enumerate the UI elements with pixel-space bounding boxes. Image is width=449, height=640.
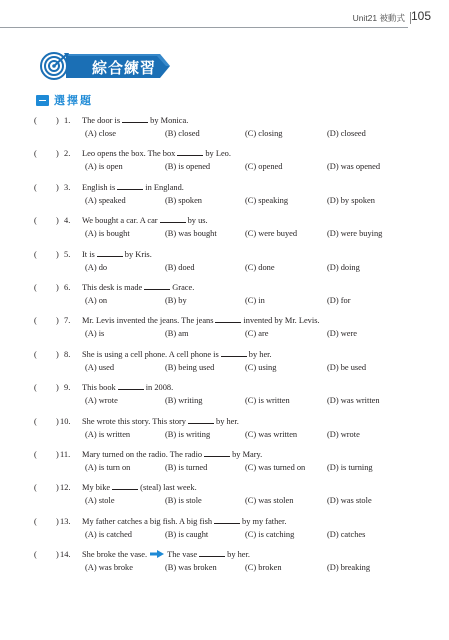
answer-blank bbox=[117, 182, 143, 190]
answer-paren-close: ) bbox=[56, 349, 59, 359]
question-stem bbox=[82, 449, 262, 460]
question-item bbox=[34, 148, 434, 181]
question-item bbox=[34, 249, 434, 282]
stem-text: This book bbox=[82, 383, 116, 393]
stem-text: We bought a car. A car bbox=[82, 216, 158, 226]
option-a[interactable]: (A) is turn on bbox=[85, 462, 131, 472]
question-stem bbox=[82, 215, 208, 226]
target-icon bbox=[40, 52, 70, 80]
answer-box[interactable] bbox=[40, 482, 54, 493]
options-row bbox=[85, 128, 435, 139]
options-row bbox=[85, 262, 435, 273]
option-b[interactable]: (B) is writing bbox=[165, 429, 211, 439]
question-stem bbox=[82, 349, 272, 360]
option-a[interactable]: (A) is open bbox=[85, 162, 123, 172]
stem-text: My father catches a big fish. A big fish bbox=[82, 516, 213, 526]
question-item bbox=[34, 215, 434, 248]
option-c[interactable]: (C) is written bbox=[245, 396, 290, 406]
question-stem bbox=[82, 115, 188, 126]
answer-paren-open: ( bbox=[34, 216, 37, 226]
question-number: 3. bbox=[64, 182, 71, 192]
stem-text: in 2008. bbox=[145, 383, 174, 393]
question-item bbox=[34, 382, 434, 415]
answer-blank bbox=[144, 282, 170, 290]
option-a[interactable]: (A) was broke bbox=[85, 563, 133, 573]
option-a[interactable]: (A) do bbox=[85, 262, 108, 272]
option-d[interactable]: (D) doing bbox=[327, 262, 360, 272]
question-stem bbox=[82, 148, 231, 159]
question-item bbox=[34, 315, 434, 348]
option-c[interactable]: (C) is catching bbox=[245, 529, 295, 539]
answer-box[interactable] bbox=[40, 148, 54, 159]
option-c[interactable]: (C) were buyed bbox=[245, 229, 298, 239]
answer-paren-open: ( bbox=[34, 516, 37, 526]
answer-paren-close: ) bbox=[56, 449, 59, 459]
stem-text: by Monica. bbox=[150, 116, 189, 125]
option-d[interactable]: (D) by spoken bbox=[327, 195, 375, 205]
question-stem bbox=[82, 549, 250, 560]
question-stem bbox=[82, 282, 194, 293]
option-b[interactable]: (B) is caught bbox=[165, 529, 209, 539]
options-row bbox=[85, 529, 435, 540]
answer-box[interactable] bbox=[40, 215, 54, 226]
option-b[interactable]: (B) is stole bbox=[165, 496, 202, 506]
question-item bbox=[34, 115, 434, 148]
answer-paren-close: ) bbox=[56, 550, 59, 560]
option-d[interactable]: (D) was opened bbox=[327, 162, 381, 172]
answer-paren-close: ) bbox=[56, 182, 59, 192]
option-d[interactable]: (D) be used bbox=[327, 362, 367, 372]
answer-blank bbox=[177, 148, 203, 156]
option-a[interactable]: (A) is catched bbox=[85, 529, 132, 539]
answer-paren-open: ( bbox=[34, 116, 37, 125]
options-row bbox=[85, 495, 435, 506]
answer-blank bbox=[221, 349, 247, 357]
option-a[interactable]: (A) is written bbox=[85, 429, 131, 439]
stem-text: by Kris. bbox=[124, 249, 152, 259]
option-d[interactable]: (D) for bbox=[327, 295, 351, 305]
question-item bbox=[34, 282, 434, 315]
answer-blank bbox=[112, 482, 138, 490]
answer-blank bbox=[188, 416, 214, 424]
stem-text: The door is bbox=[82, 116, 121, 125]
stem-text: by her. bbox=[227, 550, 250, 560]
answer-blank bbox=[160, 215, 186, 223]
option-c[interactable]: (C) using bbox=[245, 362, 277, 372]
section-title: 選擇題 bbox=[54, 94, 93, 107]
answer-paren-close: ) bbox=[56, 149, 59, 159]
options-row bbox=[85, 562, 435, 573]
option-a[interactable]: (A) is bbox=[85, 329, 105, 339]
option-b[interactable]: (B) spoken bbox=[165, 195, 202, 205]
stem-text: The vase bbox=[167, 550, 198, 560]
option-c[interactable]: (C) was written bbox=[245, 429, 298, 439]
options-row bbox=[85, 395, 435, 406]
option-b[interactable]: (B) was broken bbox=[165, 563, 217, 573]
question-item bbox=[34, 549, 434, 582]
answer-box[interactable] bbox=[40, 449, 54, 460]
section-heading bbox=[36, 93, 93, 107]
option-b[interactable]: (B) doed bbox=[165, 262, 195, 272]
running-head: Unit21 被動式 bbox=[352, 13, 405, 23]
answer-box[interactable] bbox=[40, 115, 54, 126]
section-marker-icon bbox=[36, 95, 49, 106]
stem-text: Mary turned on the radio. The radio bbox=[82, 449, 203, 459]
option-d[interactable]: (D) was stole bbox=[327, 496, 372, 506]
option-a[interactable]: (A) wrote bbox=[85, 396, 118, 406]
stem-text: Mr. Levis invented the jeans. The jeans bbox=[82, 316, 214, 326]
question-list bbox=[34, 115, 434, 582]
question-number: 8. bbox=[64, 349, 71, 359]
stem-text: She broke the vase. bbox=[82, 550, 148, 560]
answer-paren-open: ( bbox=[34, 483, 37, 493]
answer-box[interactable] bbox=[40, 349, 54, 360]
question-number: 4. bbox=[64, 216, 71, 226]
answer-paren-open: ( bbox=[34, 449, 37, 459]
page-header bbox=[0, 0, 449, 30]
answer-blank bbox=[97, 249, 123, 257]
answer-paren-open: ( bbox=[34, 316, 37, 326]
option-d[interactable]: (D) is turning bbox=[327, 462, 373, 472]
arrow-right-icon bbox=[150, 550, 164, 558]
stem-text: This desk is made bbox=[82, 282, 143, 292]
answer-paren-open: ( bbox=[34, 149, 37, 159]
stem-text: by us. bbox=[187, 216, 208, 226]
answer-box[interactable] bbox=[40, 282, 54, 293]
options-row bbox=[85, 462, 435, 473]
option-d[interactable]: (D) wrote bbox=[327, 429, 360, 439]
question-item bbox=[34, 182, 434, 215]
answer-box[interactable] bbox=[40, 549, 54, 560]
options-row bbox=[85, 228, 435, 239]
option-c[interactable]: (C) done bbox=[245, 262, 275, 272]
question-number: 14. bbox=[60, 550, 71, 560]
answer-box[interactable] bbox=[40, 315, 54, 326]
question-number: 5. bbox=[64, 249, 71, 259]
option-a[interactable]: (A) on bbox=[85, 295, 108, 305]
stem-text: by my father. bbox=[242, 516, 287, 526]
answer-box[interactable] bbox=[40, 516, 54, 527]
question-number: 1. bbox=[64, 116, 71, 125]
option-c[interactable]: (C) broken bbox=[245, 563, 282, 573]
option-c[interactable]: (C) speaking bbox=[245, 195, 289, 205]
answer-blank bbox=[122, 115, 148, 123]
question-item bbox=[34, 482, 434, 515]
question-stem bbox=[82, 249, 152, 260]
question-item bbox=[34, 416, 434, 449]
option-b[interactable]: (B) is opened bbox=[165, 162, 211, 172]
question-item bbox=[34, 349, 434, 382]
option-d[interactable]: (D) closeed bbox=[327, 129, 366, 138]
answer-paren-open: ( bbox=[34, 349, 37, 359]
stem-text: Leo opens the box. The box bbox=[82, 149, 176, 159]
stem-text: Grace. bbox=[172, 282, 195, 292]
option-b[interactable]: (B) am bbox=[165, 329, 189, 339]
answer-paren-close: ) bbox=[56, 316, 59, 326]
option-b[interactable]: (B) was bought bbox=[165, 229, 217, 239]
option-b[interactable]: (B) being used bbox=[165, 362, 215, 372]
answer-paren-close: ) bbox=[56, 216, 59, 226]
question-stem bbox=[82, 182, 184, 193]
answer-paren-open: ( bbox=[34, 416, 37, 426]
option-d[interactable]: (D) were buying bbox=[327, 229, 383, 239]
question-number: 7. bbox=[64, 316, 71, 326]
question-stem bbox=[82, 315, 320, 326]
question-stem bbox=[82, 416, 239, 427]
question-number: 2. bbox=[64, 149, 71, 159]
stem-text: in England. bbox=[145, 182, 184, 192]
stem-text: English is bbox=[82, 182, 116, 192]
page-number: 105 bbox=[410, 9, 431, 23]
stem-text: She wrote this story. This story bbox=[82, 416, 186, 426]
option-d[interactable]: (D) catches bbox=[327, 529, 366, 539]
stem-text: (steal) last week. bbox=[140, 483, 197, 493]
stem-text: She is using a cell phone. A cell phone is bbox=[82, 349, 219, 359]
options-row bbox=[85, 328, 435, 339]
option-c[interactable]: (C) are bbox=[245, 329, 269, 339]
stem-text: My bike bbox=[82, 483, 111, 493]
option-c[interactable]: (C) opened bbox=[245, 162, 283, 172]
banner-title: 綜合練習 bbox=[92, 59, 157, 77]
answer-paren-close: ) bbox=[56, 383, 59, 393]
answer-box[interactable] bbox=[40, 249, 54, 260]
stem-text: invented by Mr. Levis. bbox=[243, 316, 320, 326]
option-c[interactable]: (C) was turned on bbox=[245, 462, 306, 472]
option-d[interactable]: (D) was written bbox=[327, 396, 380, 406]
option-c[interactable]: (C) in bbox=[245, 295, 265, 305]
answer-paren-open: ( bbox=[34, 182, 37, 192]
answer-paren-close: ) bbox=[56, 249, 59, 259]
question-number: 12. bbox=[60, 483, 71, 493]
stem-text: It is bbox=[82, 249, 95, 259]
section-banner bbox=[40, 52, 170, 80]
stem-text: by Mary. bbox=[232, 449, 263, 459]
answer-paren-open: ( bbox=[34, 282, 37, 292]
option-b[interactable]: (B) by bbox=[165, 295, 187, 305]
option-a[interactable]: (A) is bought bbox=[85, 229, 130, 239]
option-c[interactable]: (C) was stolen bbox=[245, 496, 294, 506]
answer-blank bbox=[214, 516, 240, 524]
option-b[interactable]: (B) writing bbox=[165, 396, 203, 406]
option-d[interactable]: (D) were bbox=[327, 329, 357, 339]
question-number: 11. bbox=[60, 449, 71, 459]
answer-paren-open: ( bbox=[34, 249, 37, 259]
question-stem bbox=[82, 482, 197, 493]
answer-paren-close: ) bbox=[56, 416, 59, 426]
question-stem bbox=[82, 516, 286, 527]
answer-box[interactable] bbox=[40, 416, 54, 427]
answer-blank bbox=[215, 315, 241, 323]
options-row bbox=[85, 295, 435, 306]
question-item bbox=[34, 516, 434, 549]
answer-blank bbox=[199, 549, 225, 557]
options-row bbox=[85, 362, 435, 373]
option-c[interactable]: (C) closing bbox=[245, 129, 283, 138]
options-row bbox=[85, 161, 435, 172]
answer-paren-open: ( bbox=[34, 383, 37, 393]
option-a[interactable]: (A) used bbox=[85, 362, 115, 372]
option-a[interactable]: (A) speaked bbox=[85, 195, 126, 205]
option-b[interactable]: (B) closed bbox=[165, 129, 200, 138]
question-stem bbox=[82, 382, 173, 393]
option-a[interactable]: (A) close bbox=[85, 129, 116, 138]
answer-paren-close: ) bbox=[56, 483, 59, 493]
stem-text: by her. bbox=[248, 349, 272, 359]
option-a[interactable]: (A) stole bbox=[85, 496, 115, 506]
question-number: 9. bbox=[64, 383, 71, 393]
answer-paren-close: ) bbox=[56, 116, 59, 125]
stem-text: by her. bbox=[216, 416, 239, 426]
header-rule bbox=[0, 27, 408, 28]
answer-box[interactable] bbox=[40, 382, 54, 393]
answer-box[interactable] bbox=[40, 182, 54, 193]
question-number: 6. bbox=[64, 282, 71, 292]
options-row bbox=[85, 195, 435, 206]
option-d[interactable]: (D) breaking bbox=[327, 563, 371, 573]
question-number: 13. bbox=[60, 516, 71, 526]
answer-blank bbox=[204, 449, 230, 457]
answer-paren-close: ) bbox=[56, 516, 59, 526]
options-row bbox=[85, 429, 435, 440]
answer-paren-close: ) bbox=[56, 282, 59, 292]
option-b[interactable]: (B) is turned bbox=[165, 462, 208, 472]
question-number: 10. bbox=[60, 416, 71, 426]
question-item bbox=[34, 449, 434, 482]
stem-text: by Leo. bbox=[205, 149, 231, 159]
answer-paren-open: ( bbox=[34, 550, 37, 560]
answer-blank bbox=[118, 382, 144, 390]
